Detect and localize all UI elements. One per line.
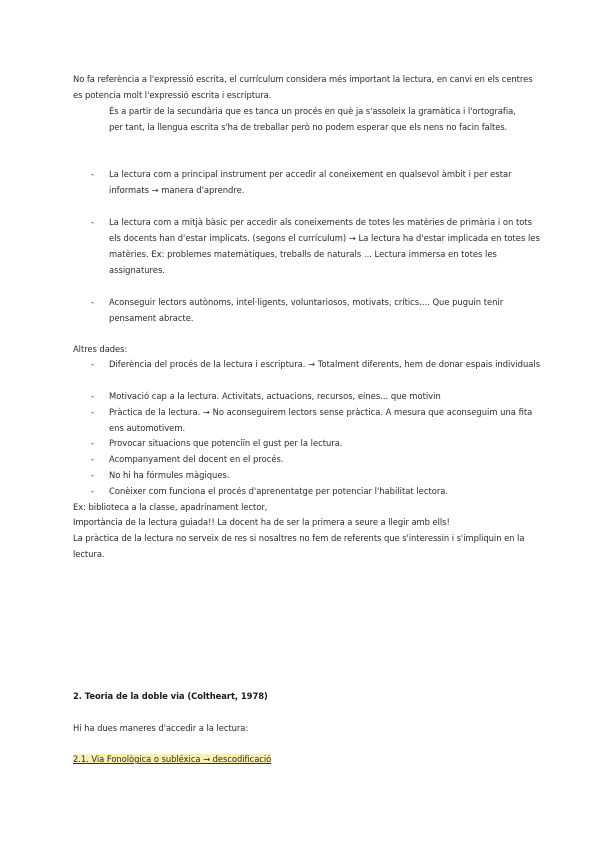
- practice-paragraph: La pràctica de la lectura no serveix de res si nosaltres no fem de referents que s'interessin i s'impliquin en la lectura.: [73, 533, 525, 559]
- example-line: Ex: biblioteca a la classe, apadrinament lector,: [73, 502, 268, 512]
- bullet-dash: -: [91, 454, 95, 464]
- bullet-dash: -: [91, 391, 95, 401]
- bullet-dash: -: [91, 359, 95, 369]
- bullet-dash: -: [91, 407, 95, 417]
- list-item-text: La lectura com a mitjà bàsic per accedir als coneixements de totes les matèries de primària i on tots els docents han d'estar implicats. (segons el currículum) → La lectura ha d'estar implicada en totes les matèries. Ex: problemes matemàtiques, treballs de naturals ... Lectura immersa en totes les assignatures.: [109, 217, 540, 275]
- bullet-dash: -: [91, 486, 95, 496]
- list-item-text: La lectura com a principal instrument per accedir al coneixement en qualsevol àmbit i per estar informats → manera d'aprendre.: [109, 169, 512, 195]
- intro-paragraph: No fa referència a l'expressió escrita, el currículum considera més important la lectura, en canvi en els centres es potencia molt l'expressió escrita i escriptura.: [73, 74, 533, 100]
- list-item-text: Diferència del procés de la lectura i escriptura. → Totalment diferents, hem de donar espais individuals: [109, 359, 541, 369]
- bullet-dash: -: [91, 470, 95, 480]
- indented-paragraph: És a partir de la secundària que es tanca un procés en què ja s'assoleix la gramàtica i l'ortografia, per tant, la llengua escrita s'ha de treballar però no podem esperar que els nens no facin faltes.: [109, 106, 516, 132]
- subsection-heading: [73, 751, 543, 767]
- highlighted-subheading: 2.1. Via Fonològica o subléxica → descodificació: [73, 754, 272, 764]
- section-intro: Hi ha dues maneres d'accedir a la lectura:: [73, 723, 249, 733]
- guided-reading-line: Importància de la lectura guiada!! La docent ha de ser la primera a seure a llegir amb ells!: [73, 517, 450, 527]
- list-item-text: Aconseguir lectors autònoms, intel·ligents, voluntariosos, motivats, crítics.... Que puguin tenir pensament abracte.: [109, 297, 504, 323]
- section-label: Altres dades:: [73, 344, 128, 354]
- list-item-text: Motivació cap a la lectura. Activitats, actuacions, recursos, eines... que motivin: [109, 391, 441, 401]
- bullet-dash: -: [91, 438, 95, 448]
- bullet-dash: -: [91, 217, 95, 227]
- list-item-text: No hi ha fórmules màgiques.: [109, 470, 230, 480]
- bullet-dash: -: [91, 169, 95, 179]
- list-item-text: Conèixer com funciona el procés d'aprenentatge per potenciar l'habilitat lectora.: [109, 486, 449, 496]
- bullet-dash: -: [91, 297, 95, 307]
- list-item-text: Provocar situacions que potenciïn el gust per la lectura.: [109, 438, 343, 448]
- section-heading: 2. Teoria de la doble via (Coltheart, 1978): [73, 691, 268, 701]
- list-item-text: Pràctica de la lectura. → No aconseguirem lectors sense pràctica. A mesura que aconseguim una fita ens automotivem.: [109, 407, 533, 433]
- list-item-text: Acompanyament del docent en el procés.: [109, 454, 284, 464]
